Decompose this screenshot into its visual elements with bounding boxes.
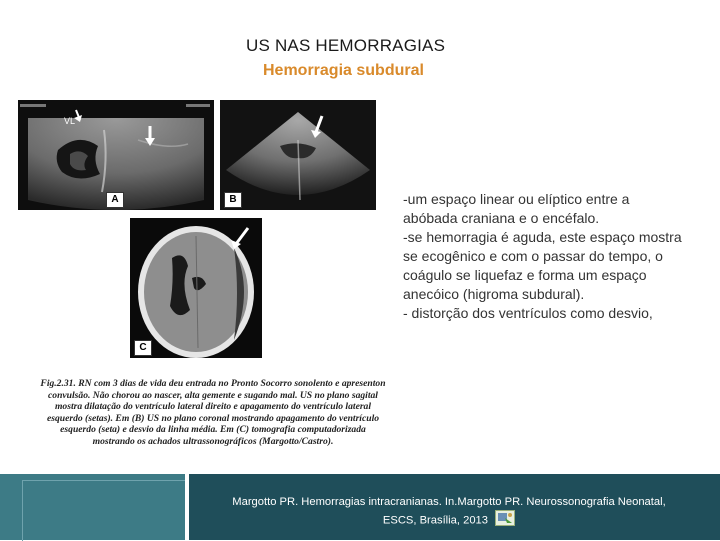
ultrasound-panel-a (18, 100, 214, 210)
panel-b-letter: B (224, 192, 242, 208)
ct-image-c (130, 218, 262, 358)
ultrasound-figure (14, 98, 396, 470)
panel-a-label-vl: VL (64, 116, 76, 126)
footer-citation (189, 494, 709, 531)
panel-c-letter: C (134, 340, 152, 356)
panel-a-letter: A (106, 192, 124, 208)
body-line-2: abóbada craniana e o encéfalo. (403, 210, 600, 226)
ultrasound-image-b (220, 100, 376, 210)
footer-accent-frame (22, 480, 186, 541)
link-icon[interactable] (495, 510, 515, 531)
ct-panel-c (130, 218, 262, 358)
footer-bar (189, 474, 720, 540)
slide-body-text (403, 190, 720, 323)
figure-caption: Fig.2.31. RN com 3 dias de vida deu entrada no Pronto Socorro sonolento e apresenton convulsão. Não chorou ao nascer, alta gemente e sugando mal. US no plano sagital mostra dilatação do ventrículo lateral direito e apagamento do ventrículo lateral esquerdo (setas). Em (B) US no plano coronal mostrando apagamento do ventrículo esquerdo (seta) e desvio da linha média. Em (C) tomografia computadorizada mostrando os achados ultrassonográficos (Margotto/Castro). (40, 378, 386, 447)
ultrasound-panel-b (220, 100, 376, 210)
footer-citation-line-1: Margotto PR. Hemorragias intracranianas. In.Margotto PR. Neurossonografia Neonatal, (232, 496, 666, 508)
body-line-3: -se hemorragia é aguda, este espaço mostra (403, 229, 682, 245)
slide-title: US NAS HEMORRAGIAS (246, 36, 446, 55)
body-line-1: -um espaço linear ou elíptico entre a (403, 191, 630, 207)
body-line-4: se ecogênico e com o passar do tempo, o (403, 248, 663, 264)
footer-citation-line-2: ESCS, Brasília, 2013 (382, 514, 488, 527)
body-line-6: anecóico (higroma subdural). (403, 286, 585, 302)
footer-accent-block (0, 474, 185, 540)
body-line-5: coágulo se liquefaz e forma um espaço (403, 267, 647, 283)
body-line-7: - distorção dos ventrículos como desvio, (403, 305, 653, 321)
slide-subtitle: Hemorragia subdural (263, 62, 424, 79)
